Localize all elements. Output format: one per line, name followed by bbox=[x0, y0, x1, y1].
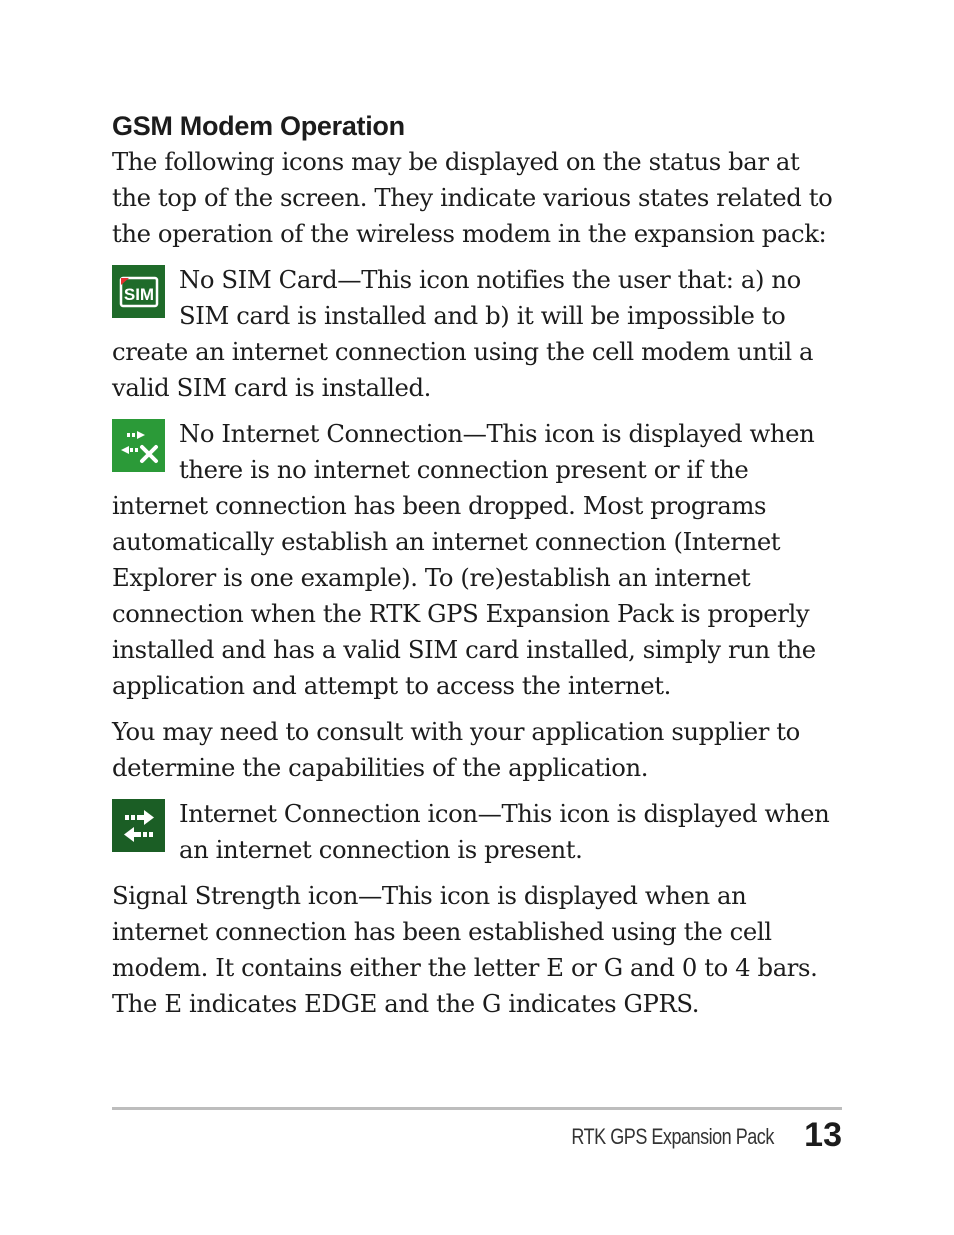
no-internet-connection-icon bbox=[112, 419, 165, 472]
internet-text: Internet Connection icon—This icon is displayed when an internet connection is present. bbox=[179, 799, 830, 864]
page-number: 13 bbox=[804, 1116, 842, 1154]
footer-title: RTK GPS Expansion Pack bbox=[571, 1124, 774, 1149]
page-content bbox=[112, 108, 844, 1022]
no-sim-item bbox=[112, 262, 844, 406]
consult-paragraph: You may need to consult with your application supplier to determine the capabilities of the application. bbox=[112, 717, 800, 782]
no-sim-text: No SIM Card—This icon notifies the user that: a) no SIM card is installed and b) it will be impossible to create an internet connection using the cell modem until a valid SIM card is installed. bbox=[112, 265, 814, 402]
footer-divider bbox=[112, 1107, 842, 1110]
svg-text:SIM: SIM bbox=[123, 284, 154, 304]
no-internet-text: No Internet Connection—This icon is displayed when there is no internet connection present or if the internet connection has been dropped. Most programs automatically establish an internet connection (Internet Explorer is one example). To (re)establish an internet connection when the RTK GPS Expansion Pack is properly installed and has a valid SIM card installed, simply run the application and attempt to access the internet. bbox=[112, 419, 816, 700]
intro-paragraph: The following icons may be displayed on the status bar at the top of the screen. They indicate various states related to the operation of the wireless modem in the expansion pack: bbox=[112, 147, 833, 248]
section-heading: GSM Modem Operation bbox=[112, 111, 405, 141]
signal-paragraph: Signal Strength icon—This icon is displayed when an internet connection has been established using the cell modem. It contains either the letter E or G and 0 to 4 bars. The E indicates EDGE and the G indicates GPRS. bbox=[112, 881, 818, 1018]
internet-item bbox=[112, 796, 844, 868]
no-sim-card-icon bbox=[112, 265, 165, 318]
no-internet-item bbox=[112, 416, 844, 704]
internet-connection-icon bbox=[112, 799, 165, 852]
